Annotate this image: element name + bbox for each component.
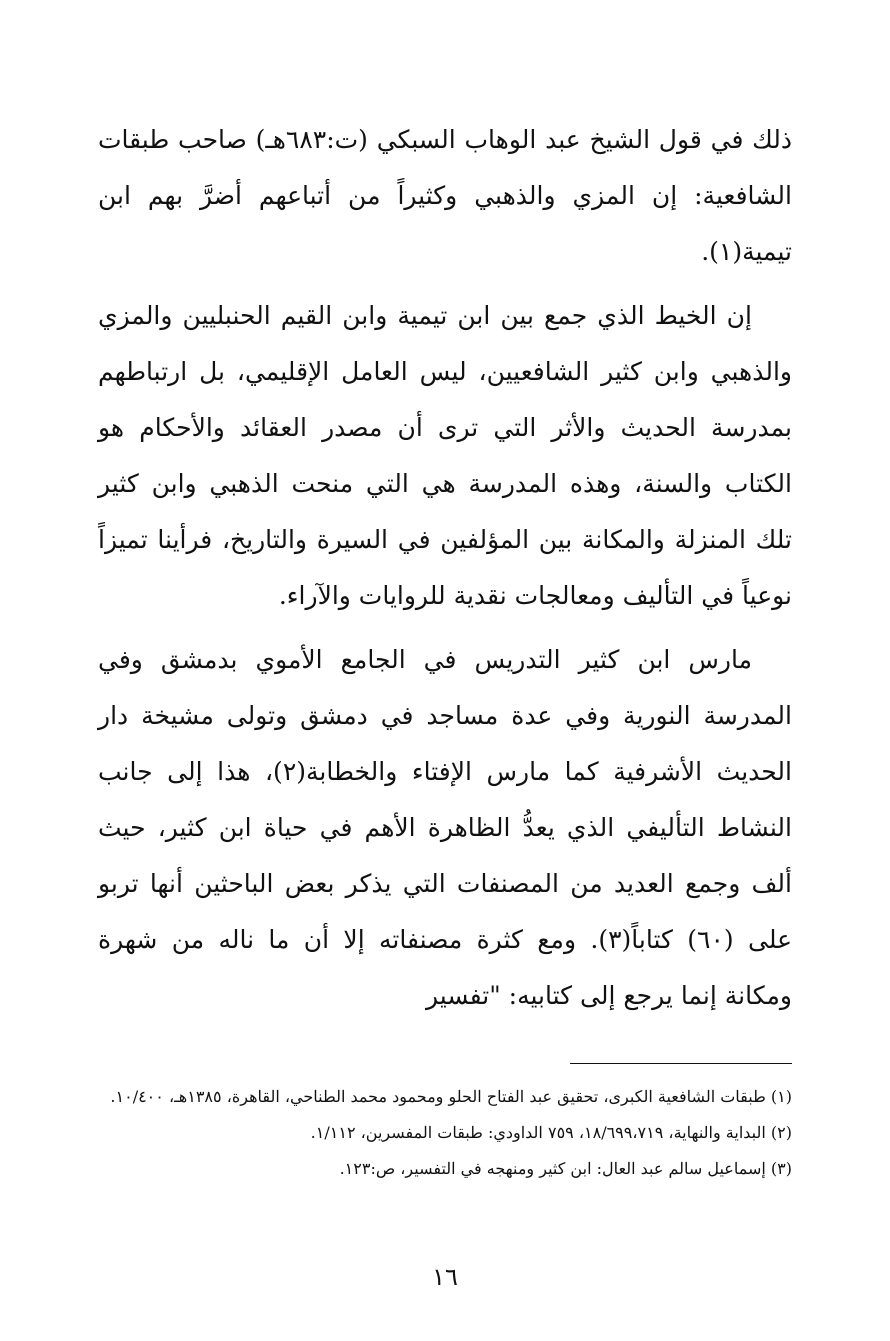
footnote-1: (١) طبقات الشافعية الكبرى، تحقيق عبد الفتاح الحلو ومحمود محمد الطناحي، القاهرة، ١٣٨٥هـ، ١٠/٤٠٠. [110, 1087, 792, 1106]
paragraph-3: مارس ابن كثير التدريس في الجامع الأموي بدمشق وفي المدرسة النورية وفي عدة مساجد في دمشق وتولى مشيخة دار الحديث الأشرفية كما مارس الإفتاء والخطابة(٢)، هذا إلى جانب النشاط التأليفي الذي يعدُّ الظاهرة الأهم في حياة ابن كثير، حيث ألف وجمع العديد من المصنفات التي يذكر بعض الباحثين أنها تربو على (٦٠) كتاباً(٣). ومع كثرة مصنفاته إلا أن ما ناله من شهرة ومكانة إنما يرجع إلى كتابيه: "تفسير [98, 645, 793, 1010]
paragraph-2: إن الخيط الذي جمع بين ابن تيمية وابن القيم الحنبليين والمزي والذهبي وابن كثير الشافعيين، ليس العامل الإقليمي، بل ارتباطهم بمدرسة الحديث والأثر التي ترى أن مصدر العقائد والأحكام هو الكتاب والسنة، وهذه المدرسة هي التي منحت الذهبي وابن كثير تلك المنزلة والمكانة بين المؤلفين في السيرة والتاريخ، فرأينا تميزاً نوعياً في التأليف ومعالجات نقدية للروايات والآراء. [98, 301, 792, 610]
page-number: ١٦ [432, 1263, 458, 1291]
paragraph-1: ذلك في قول الشيخ عبد الوهاب السبكي (ت:٦٨٣هـ) صاحب طبقات الشافعية: إن المزي والذهبي وكثيراً من أتباعهم أضرَّ بهم ابن تيمية(١). [98, 125, 792, 266]
footnote-2: (٢) البداية والنهاية، ١٨/٦٩٩،٧١٩، ٧٥٩ الداودي: طبقات المفسرين، ١/١١٢. [310, 1123, 792, 1142]
footnote-separator [570, 1063, 792, 1064]
main-text [98, 112, 792, 1024]
footnotes [98, 1082, 792, 1184]
footnote-3: (٣) إسماعيل سالم عبد العال: ابن كثير ومنهجه في التفسير، ص:١٢٣. [339, 1159, 792, 1178]
